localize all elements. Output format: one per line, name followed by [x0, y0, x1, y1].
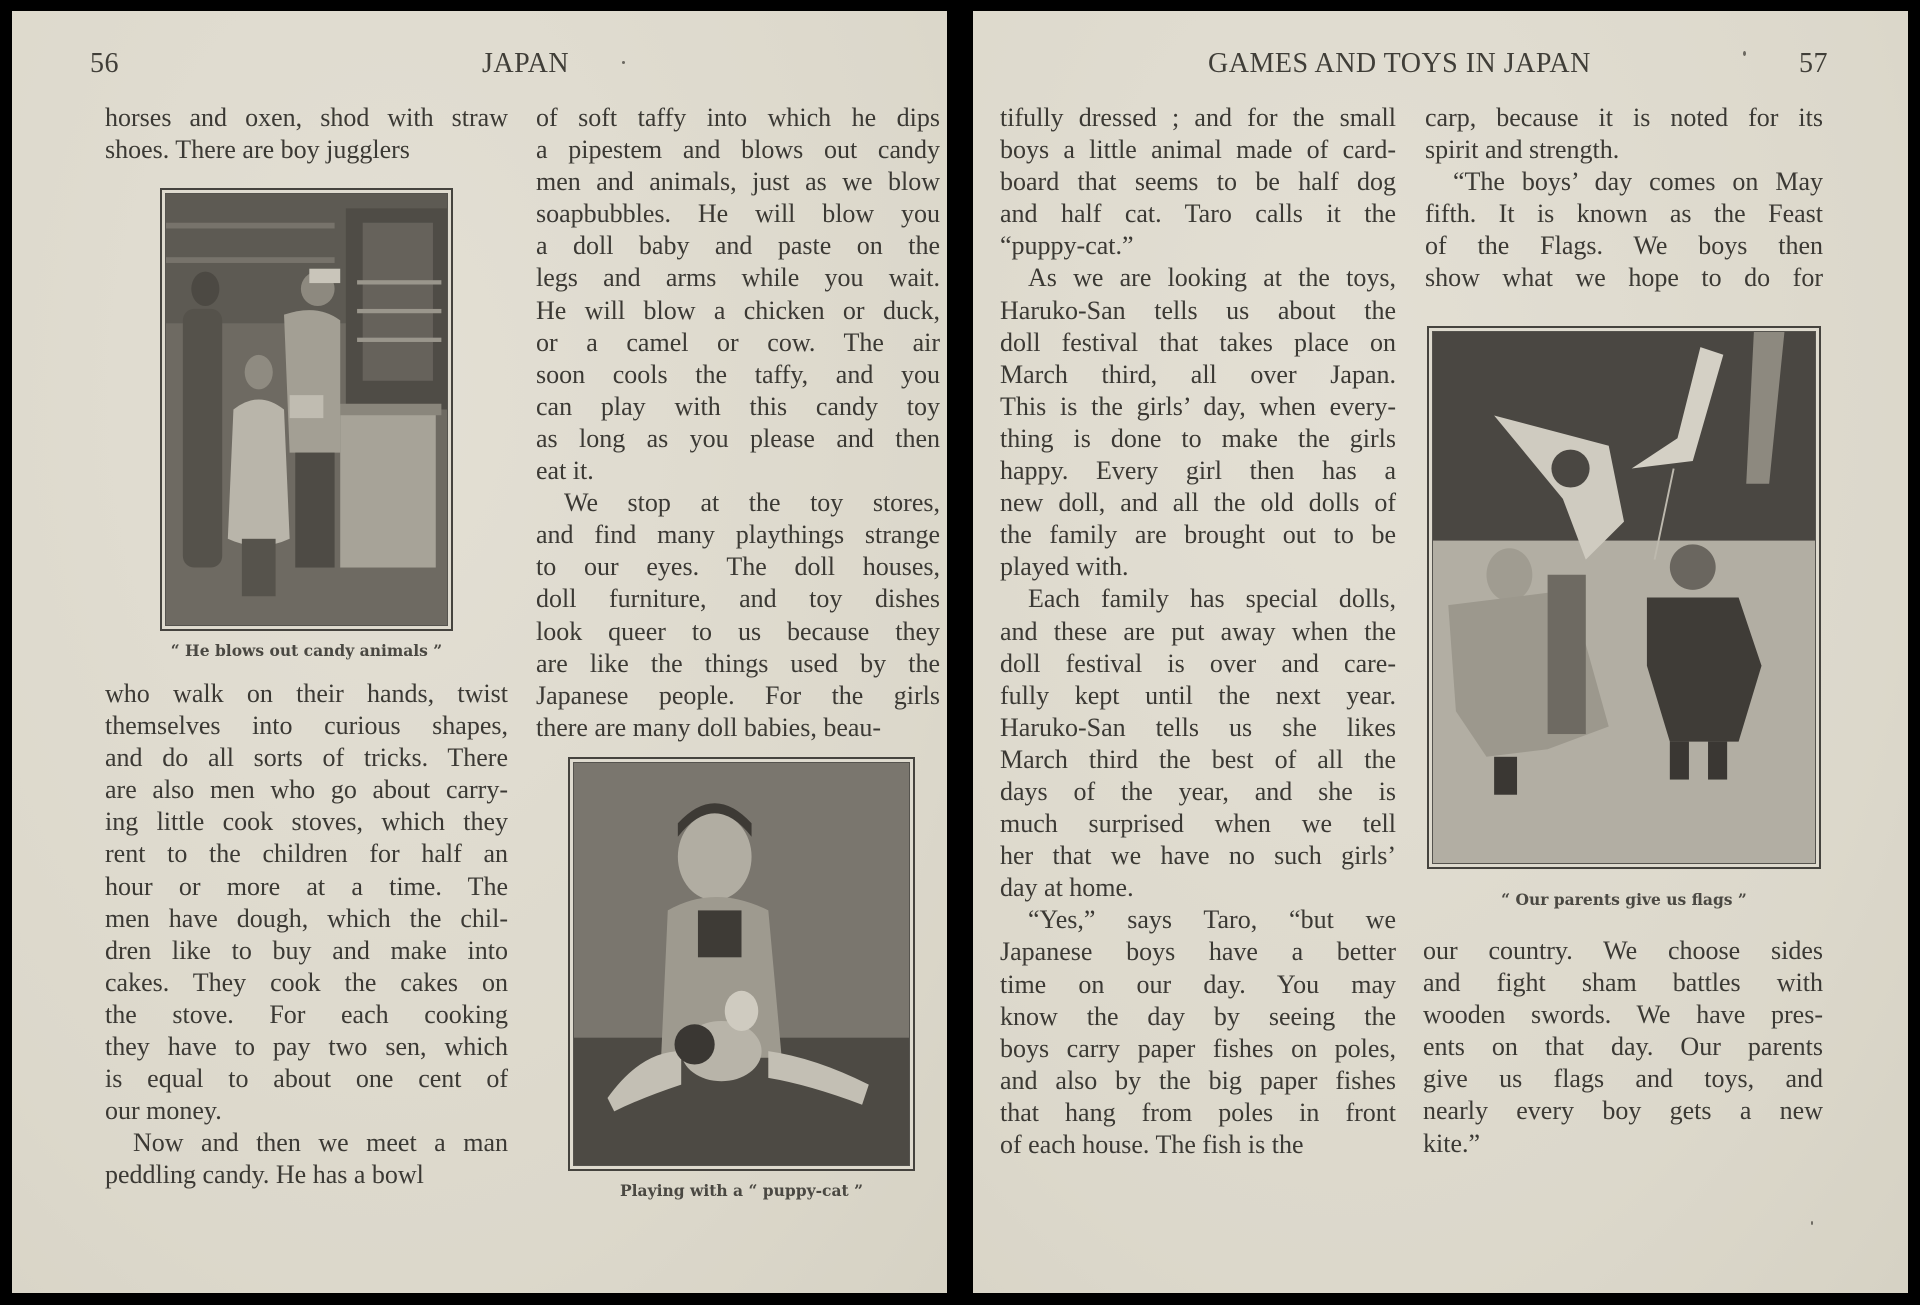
- text-line: kite.”: [1423, 1128, 1481, 1158]
- text-line: played with.: [1000, 552, 1129, 582]
- text-line: This is the girls’ day, when every-: [1000, 391, 1396, 421]
- figure-puppy-cat: [568, 757, 915, 1171]
- candy-blower-photo-image: [166, 194, 447, 625]
- text-line: or a camel or cow. The air: [536, 327, 940, 357]
- text-line: March third, all over Japan.: [1000, 359, 1396, 389]
- running-head: GAMES AND TOYS IN JAPAN: [1208, 48, 1591, 79]
- text-line: Now and then we meet a man: [133, 1128, 508, 1158]
- text-line: new doll, and all the old dolls of: [1000, 488, 1396, 518]
- text-line: they have to pay two sen, which: [105, 1032, 508, 1062]
- text-line: boys carry paper fishes on poles,: [1000, 1033, 1396, 1063]
- flags-photo-image: [1433, 332, 1815, 863]
- text-line: and also by the big paper fishes: [1000, 1065, 1396, 1095]
- figure-caption: “ He blows out candy animals ”: [170, 641, 443, 660]
- text-line: legs and arms while you wait.: [536, 263, 940, 293]
- candy-blower-photo: [165, 193, 448, 626]
- text-line: Each family has special dolls,: [1028, 584, 1396, 614]
- text-line: wooden swords. We have pres-: [1423, 1000, 1823, 1030]
- text-line: there are many doll babies, beau-: [536, 712, 882, 742]
- text-line: soapbubbles. He will blow you: [536, 199, 940, 229]
- text-line: boys a little animal made of card-: [1000, 135, 1396, 165]
- text-line: and fight sham battles with: [1423, 968, 1823, 998]
- text-line: “Yes,” says Taro, “but we: [1028, 905, 1396, 935]
- text-line: and find many playthings strange: [536, 520, 940, 550]
- right-page: [973, 11, 1908, 1293]
- text-line: men have dough, which the chil-: [105, 903, 508, 933]
- text-line: and do all sorts of tricks. There: [105, 743, 508, 773]
- figure-caption: Playing with a “ puppy-cat ”: [620, 1181, 863, 1200]
- text-line: board that seems to be half dog: [1000, 167, 1396, 197]
- text-line: our money.: [105, 1096, 222, 1126]
- text-line: Japanese boys have a better: [1000, 937, 1396, 967]
- text-line: carp, because it is noted for its: [1425, 103, 1823, 132]
- text-line: as long as you please and then: [536, 423, 940, 453]
- page-number: 56: [90, 48, 119, 79]
- figure-flags: [1427, 326, 1821, 869]
- text-line: the stove. For each cooking: [105, 999, 508, 1029]
- left-page-column-2: [536, 102, 940, 744]
- text-line: horses and oxen, shod with straw: [105, 103, 508, 132]
- left-page: [12, 11, 947, 1293]
- figure-candy-blower: [160, 188, 453, 631]
- text-line: look queer to us because they: [536, 616, 940, 646]
- puppy-cat-photo: [573, 762, 910, 1166]
- text-line: ing little cook stoves, which they: [105, 807, 508, 837]
- text-line: the family are brought out to be: [1000, 520, 1396, 550]
- text-line: and these are put away when the: [1000, 616, 1396, 646]
- text-line: can play with this candy toy: [536, 391, 940, 421]
- text-line: He will blow a chicken or duck,: [536, 295, 940, 325]
- text-line: that hang from poles in front: [1000, 1097, 1396, 1127]
- text-line: peddling candy. He has a bowl: [105, 1160, 424, 1190]
- text-line: and half cat. Taro calls it the: [1000, 199, 1396, 229]
- print-speck: [622, 61, 625, 64]
- text-line: hour or more at a time. The: [105, 871, 508, 901]
- figure-caption: “ Our parents give us flags ”: [1501, 890, 1747, 909]
- text-line: Japanese people. For the girls: [536, 680, 940, 710]
- text-line: Haruko-San tells us about the: [1000, 295, 1396, 325]
- text-line: doll festival that takes place on: [1000, 327, 1396, 357]
- left-page-column-1-top: [105, 102, 508, 166]
- text-line: to our eyes. The doll houses,: [536, 552, 940, 582]
- text-line: ents on that day. Our parents: [1423, 1032, 1823, 1062]
- flags-photo: [1432, 331, 1816, 864]
- text-line: our country. We choose sides: [1423, 936, 1823, 965]
- right-page-column-2-bottom: [1423, 935, 1823, 1160]
- text-line: fifth. It is known as the Feast: [1425, 199, 1823, 229]
- text-line: themselves into curious shapes,: [105, 711, 508, 741]
- puppy-cat-photo-image: [574, 763, 909, 1165]
- right-page-column-1: [1000, 102, 1396, 1161]
- text-line: much surprised when we tell: [1000, 809, 1396, 839]
- text-line: We stop at the toy stores,: [564, 488, 940, 518]
- text-line: happy. Every girl then has a: [1000, 456, 1396, 486]
- text-line: soon cools the taffy, and you: [536, 359, 940, 389]
- text-line: time on our day. You may: [1000, 969, 1396, 999]
- running-head: JAPAN: [482, 48, 570, 79]
- text-line: of soft taffy into which he dips: [536, 103, 940, 132]
- text-line: who walk on their hands, twist: [105, 679, 508, 708]
- text-line: a doll baby and paste on the: [536, 231, 940, 261]
- text-line: day at home.: [1000, 873, 1134, 903]
- text-line: are like the things used by the: [536, 648, 940, 678]
- text-line: doll festival is over and care-: [1000, 648, 1396, 678]
- text-line: of each house. The fish is the: [1000, 1130, 1304, 1159]
- text-line: Haruko-San tells us she likes: [1000, 712, 1396, 742]
- text-line: give us flags and toys, and: [1423, 1064, 1823, 1094]
- text-line: nearly every boy gets a new: [1423, 1096, 1823, 1126]
- text-line: cakes. They cook the cakes on: [105, 967, 508, 997]
- text-line: doll furniture, and toy dishes: [536, 584, 940, 614]
- text-line: tifully dressed ; and for the small: [1000, 103, 1396, 132]
- text-line: days of the year, and she is: [1000, 776, 1396, 806]
- text-line: of the Flags. We boys then: [1425, 231, 1823, 261]
- right-page-column-2-top: [1425, 102, 1823, 295]
- text-line: is equal to about one cent of: [105, 1064, 508, 1094]
- text-line: March third the best of all the: [1000, 744, 1396, 774]
- text-line: “The boys’ day comes on May: [1453, 167, 1823, 197]
- text-line: men and animals, just as we blow: [536, 167, 940, 197]
- page-number: 57: [1799, 48, 1828, 79]
- text-line: fully kept until the next year.: [1000, 680, 1396, 710]
- text-line: a pipestem and blows out candy: [536, 135, 940, 165]
- print-speck: [1811, 1221, 1813, 1225]
- text-line: dren like to buy and make into: [105, 935, 508, 965]
- text-line: “puppy-cat.”: [1000, 231, 1134, 261]
- text-line: As we are looking at the toys,: [1028, 263, 1396, 293]
- text-line: her that we have no such girls’: [1000, 841, 1396, 871]
- text-line: know the day by seeing the: [1000, 1001, 1396, 1031]
- text-line: spirit and strength.: [1425, 135, 1620, 165]
- text-line: are also men who go about carry-: [105, 775, 508, 805]
- text-line: rent to the children for half an: [105, 839, 508, 869]
- left-page-column-1-bottom: [105, 678, 508, 1192]
- text-line: thing is done to make the girls: [1000, 423, 1396, 453]
- print-speck: [1743, 51, 1746, 56]
- text-line: eat it.: [536, 456, 594, 486]
- text-line: shoes. There are boy jugglers: [105, 135, 410, 165]
- text-line: show what we hope to do for: [1425, 263, 1823, 293]
